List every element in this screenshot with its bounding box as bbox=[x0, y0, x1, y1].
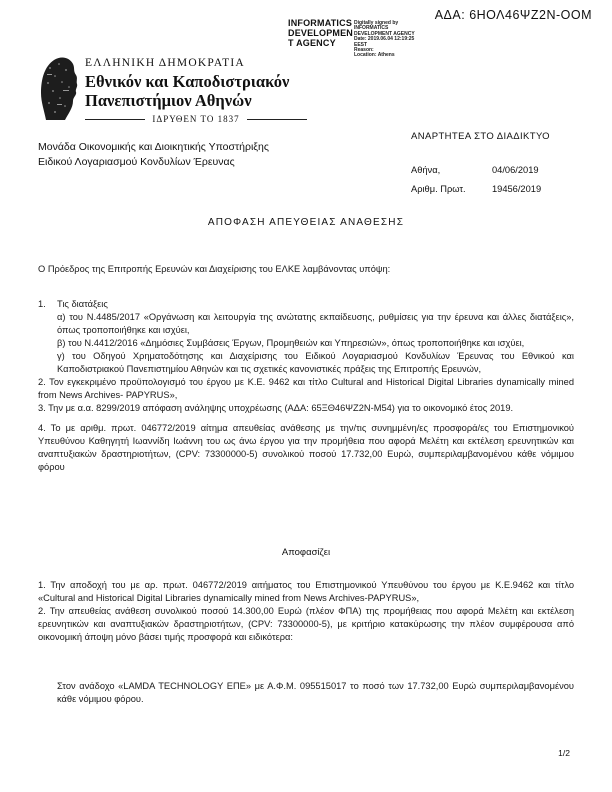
subitem-b: β) του Ν.4412/2016 «Δημόσιες Συμβάσεις Έργων, Προμηθειών και Υπηρεσιών», όπως τροποποιήθηκε και ισχύει, bbox=[57, 338, 525, 348]
signature-agency-line: DEVELOPMEN bbox=[288, 28, 354, 38]
ada-code: ΑΔΑ: 6ΗΟΛ46ΨΖ2Ν-ΟΟΜ bbox=[434, 8, 592, 22]
posted-on-internet-label: ΑΝΑΡΤΗΤΕΑ ΣΤΟ ΔΙΑΔΙΚΤΥΟ bbox=[411, 131, 550, 142]
signature-detail-line: Location: Athens bbox=[354, 52, 395, 59]
document-date: 04/06/2019 bbox=[492, 165, 539, 175]
signature-detail-line: DEVELOPMENT AGENCY bbox=[354, 30, 415, 37]
signature-detail-line: Digitally signed by bbox=[354, 20, 399, 26]
item-text: Τις διατάξεις bbox=[57, 299, 108, 309]
consideration-subitems bbox=[38, 311, 574, 376]
digital-signature-agency bbox=[288, 18, 354, 48]
intro-paragraph: Ο Πρόεδρος της Επιτροπής Ερευνών και Διαχείρισης του ΕΛΚΕ λαμβάνοντας υπόψη: bbox=[38, 264, 391, 274]
subitem-a: α) του Ν.4485/2017 «Οργάνωση και λειτουργία της ανώτατης εκπαίδευσης, ρυθμίσεις για την έρευνα και άλλες διατάξεις», όπως τροποποιήθηκε και ισχύει, bbox=[57, 312, 574, 335]
signature-detail-line: INFORMATICS bbox=[354, 25, 389, 32]
consideration-item-1 bbox=[38, 298, 574, 311]
decision-heading: Αποφασίζει bbox=[281, 547, 331, 558]
university-emblem-icon bbox=[35, 56, 81, 122]
date-row bbox=[411, 165, 596, 175]
signature-detail-line: EEST bbox=[354, 41, 368, 48]
signature-detail-line: Date: 2019.06.04 12:19:25 bbox=[354, 36, 415, 43]
unit-line1: Μονάδα Οικονομικής και Διοικητικής Υποστήριξης bbox=[38, 141, 269, 153]
protocol-row bbox=[411, 184, 596, 194]
university-name-line1: Εθνικόν και Καποδιστριακόν bbox=[85, 72, 290, 91]
protocol-label: Αριθμ. Πρωτ. bbox=[411, 184, 466, 194]
decisions-list bbox=[38, 579, 574, 644]
page-number: 1/2 bbox=[558, 748, 570, 758]
signature-agency-line: T AGENCY bbox=[288, 38, 336, 48]
digital-signature-details bbox=[354, 21, 444, 59]
hellenic-republic-label: ΕΛΛΗΝΙΚΗ ΔΗΜΟΚΡΑΤΙΑ bbox=[85, 57, 245, 69]
city-label: Αθήνα, bbox=[411, 165, 441, 175]
university-name-line2: Πανεπιστήμιον Αθηνών bbox=[85, 91, 252, 110]
considerations-list bbox=[38, 298, 574, 474]
letterhead bbox=[85, 57, 335, 124]
signature-agency-line: INFORMATICS bbox=[288, 18, 353, 28]
consideration-item-2: 2. Τον εγκεκριμένο προϋπολογισμό του έργου με Κ.Ε. 9462 και τίτλο Cultural and Historical Digital Libraries dynamically mined from News Archives- PAPYRUS», bbox=[38, 377, 574, 400]
signature-detail-line: Reason: bbox=[354, 47, 374, 54]
unit-line2: Ειδικού Λογαριασμού Κονδυλίων Έρευνας bbox=[38, 155, 235, 168]
consideration-item-4: 4. Το με αριθμ. πρωτ. 046772/2019 αίτημα απευθείας ανάθεσης με την/τις συνημμένη/ες προσφορά/ες του Επιστημονικού Υπευθύνου Καθηγητή Ιωαννίδη Ιωάννη του ως άνω έργου για την προμήθεια που αφορά Μελέτη και εκτέλεση ερευνητικών και αναπτυξιακών δραστηριοτήτων, (CPV: 73300000-5) συνολικού ποσού 17.732,00 Ευρώ, συμπεριλαμβανομένου κάθε νόμιμου φόρου bbox=[38, 423, 574, 472]
issuing-unit bbox=[38, 140, 269, 169]
founded-rule-left bbox=[85, 119, 145, 120]
founded-row bbox=[85, 114, 307, 124]
decision-item-1: 1. Την αποδοχή του με αρ. πρωτ. 046772/2019 αιτήματος του Επιστημονικού Υπευθύνου του έργου με Κ.Ε.9462 και τίτλο «Cultural and Historical Digital Libraries dynamically mined from News Archives-PAPYRUS», bbox=[38, 580, 574, 603]
subitem-c: γ) του Οδηγού Χρηματοδότησης και Διαχείρισης του Ειδικού Λογαριασμού Κονδυλίων Έρευνας του Εθνικού και Καποδιστριακού Πανεπιστημίου Αθηνών και τις σχετικές κανονιστικές πράξεις της Επιτροπής Ερευνών, bbox=[57, 351, 574, 374]
founded-label: ΙΔΡΥΘΕΝ ΤΟ 1837 bbox=[152, 114, 240, 124]
awardee-paragraph: Στον ανάδοχο «LAMDA TECHNOLOGY ΕΠΕ» με Α.Φ.Μ. 095515017 το ποσό των 17.732,00 Ευρώ συμπεριλαμβανομένου κάθε νόμιμου φόρου. bbox=[57, 681, 574, 704]
founded-rule-right bbox=[247, 119, 307, 120]
decision-item-2: 2. Την απευθείας ανάθεση συνολικού ποσού 14.300,00 Ευρώ (πλέον ΦΠΑ) της προμήθειας που αφορά Μελέτη και εκτέλεση ερευνητικών και αναπτυξιακών δραστηριοτήτων, (CPV: 73300000-5), με κριτήριο κατακύρωσης την πλέον συμφέρουσα από οικονομική άποψη μόνο βάσει τιμής προσφορά και ειδικότερα: bbox=[38, 606, 574, 642]
document-title: ΑΠΟΦΑΣΗ ΑΠΕΥΘΕΙΑΣ ΑΝΑΘΕΣΗΣ bbox=[207, 217, 405, 228]
consideration-item-3: 3. Την με α.α. 8299/2019 απόφαση ανάληψης υποχρέωσης (ΑΔΑ: 65ΞΘ46ΨΖ2Ν-Μ54) για το οικονομικό έτος 2019. bbox=[38, 403, 514, 413]
item-number: 1. bbox=[38, 299, 46, 309]
protocol-number: 19456/2019 bbox=[492, 184, 542, 194]
